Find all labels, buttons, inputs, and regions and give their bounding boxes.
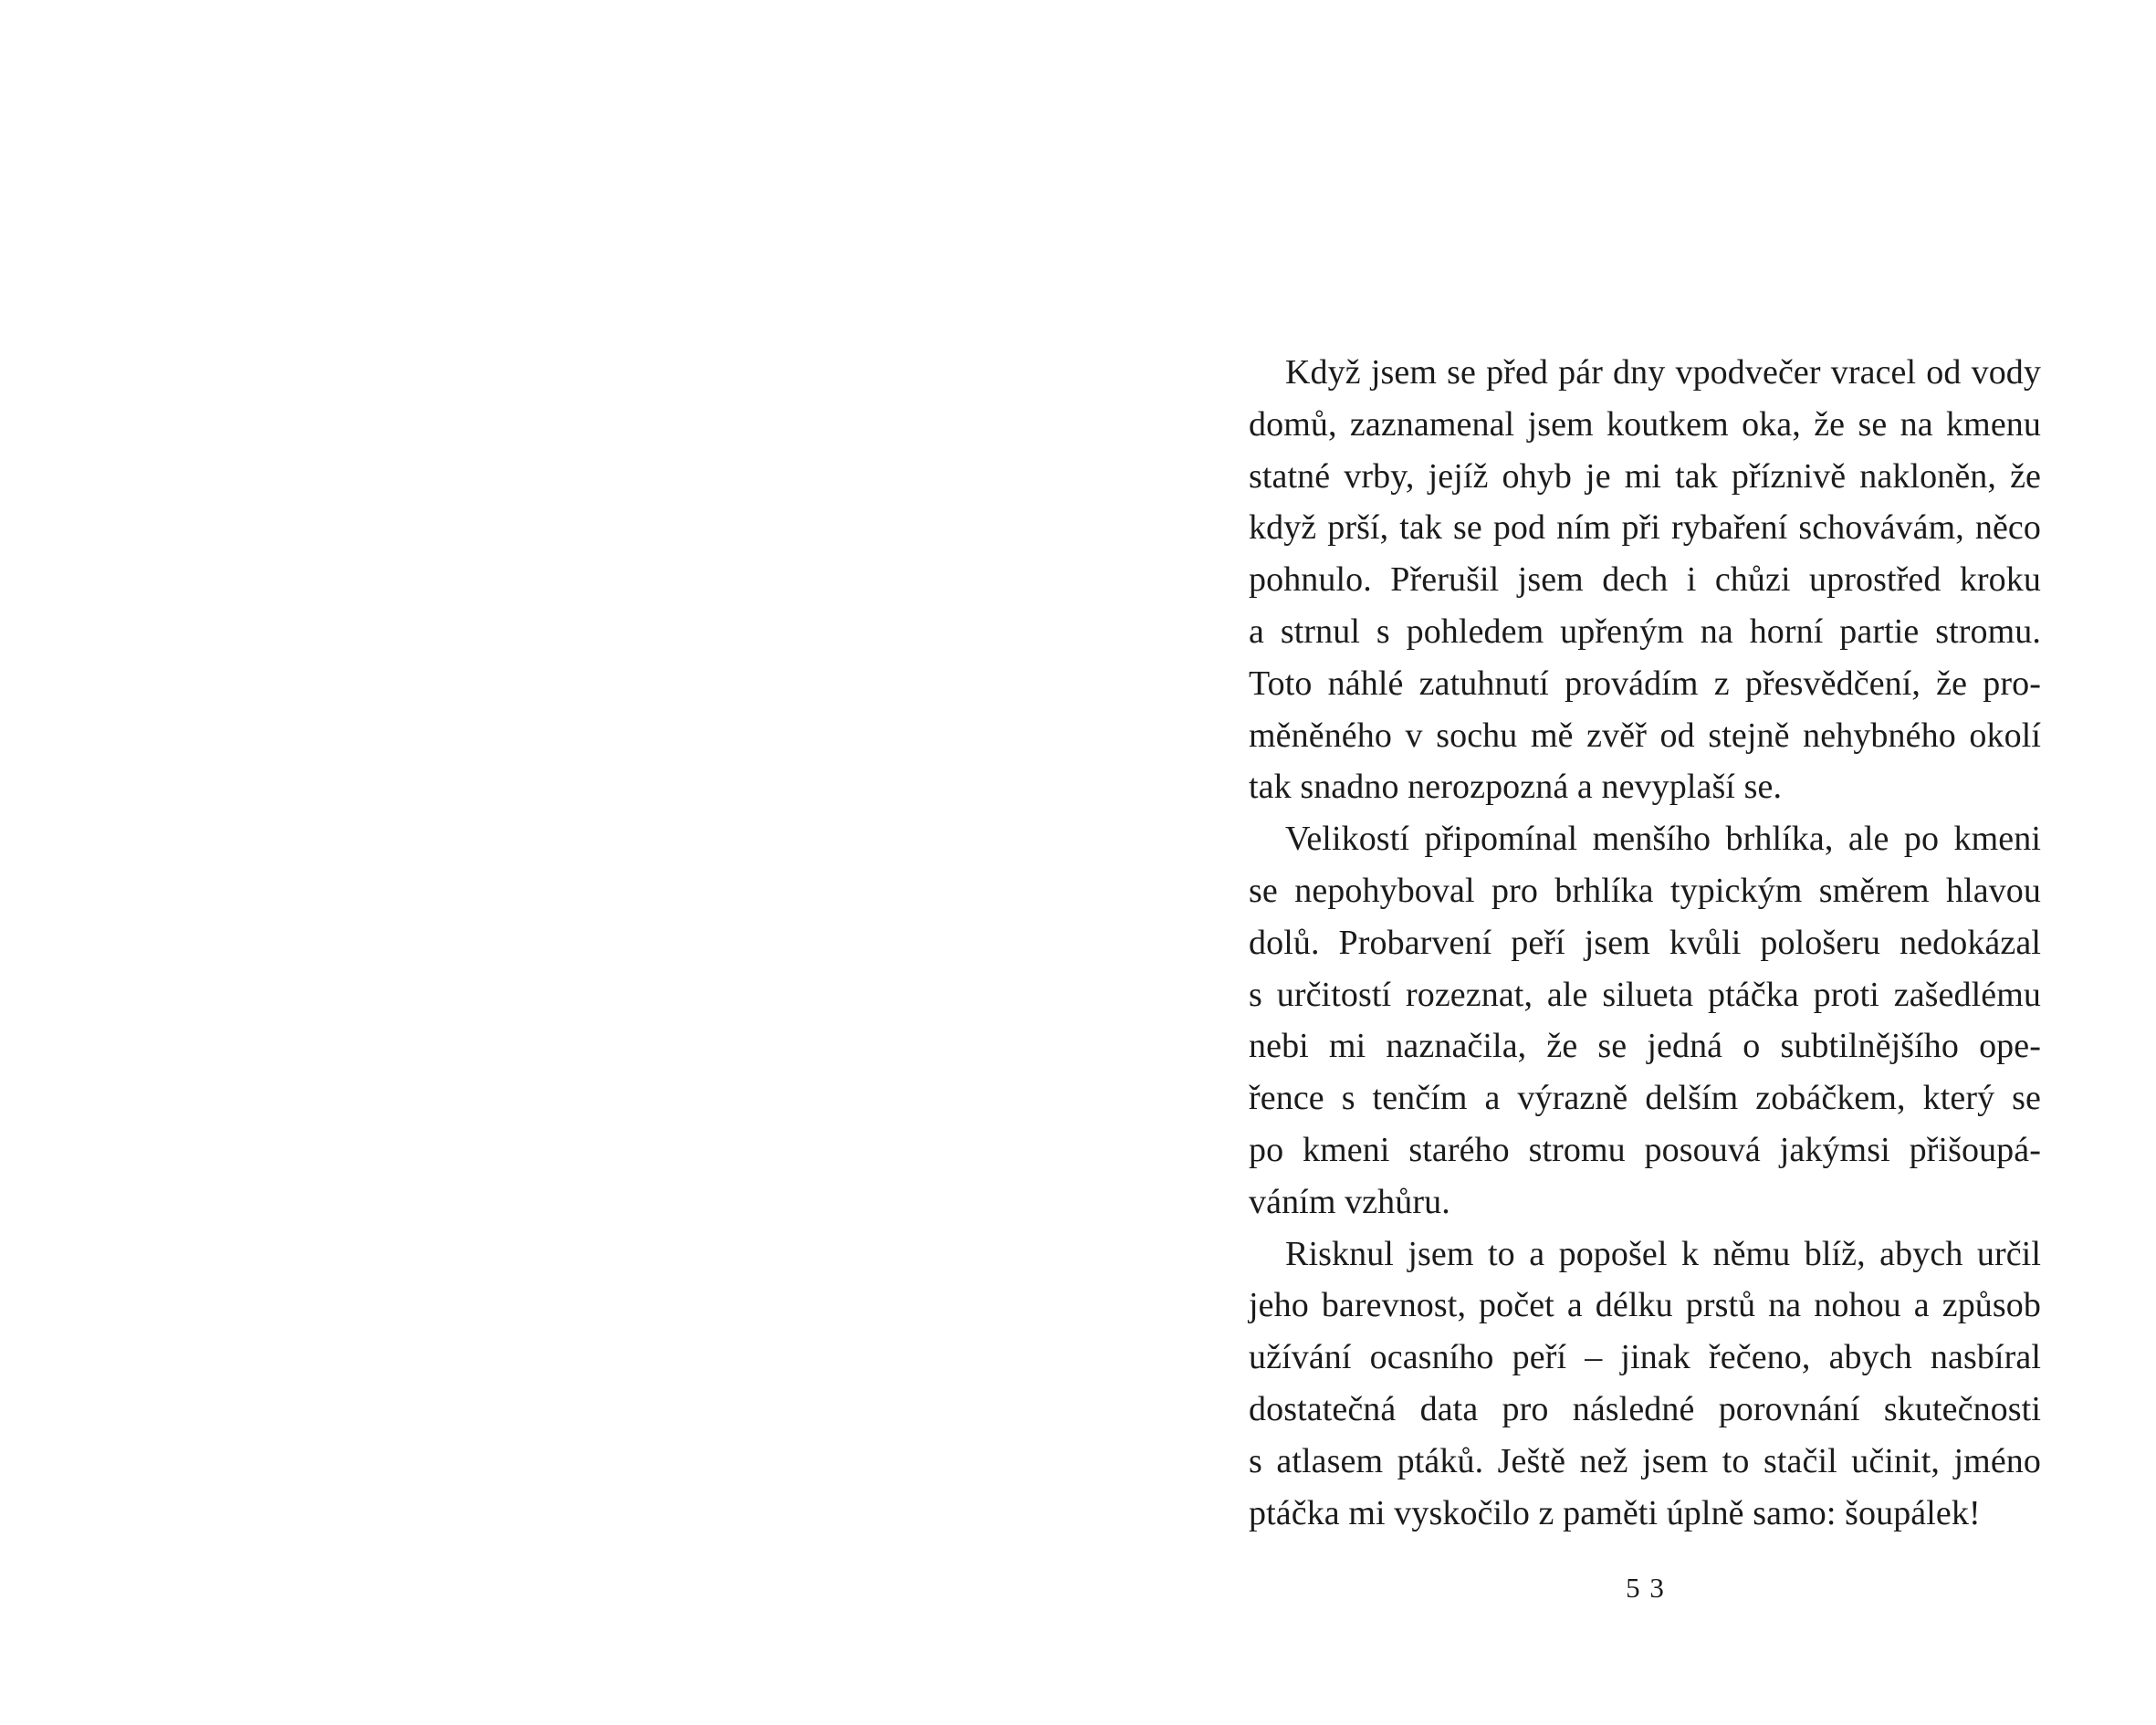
text-line: dostatečná data pro následné porovnání skutečnosti [1249,1389,2041,1428]
text-line: a strnul s pohledem upřeným na horní partie stromu. [1249,612,2041,651]
text-line: váním vzhůru. [1249,1182,1450,1221]
text-line: s určitostí rozeznat, ale silueta ptáčka proti zašedlému [1249,975,2041,1014]
text-line: Risknul jsem to a popošel k němu blíž, abych určil [1285,1234,2041,1273]
text-line: dolů. Probarvení peří jsem kvůli pološeru nedokázal [1249,923,2041,962]
page-number: 53 [1626,1572,1674,1604]
text-line: řence s tenčím a výrazně delším zobáčkem, který se [1249,1079,2041,1118]
text-line: když prší, tak se pod ním při rybaření schovávám, něco [1249,508,2041,548]
text-line: tak snadno nerozpozná a nevyplaší se. [1249,768,1783,807]
text-line: nebi mi naznačila, že se jedná o subtilnějšího ope- [1249,1027,2041,1066]
text-line: jeho barevnost, počet a délku prstů na nohou a způsob [1249,1286,2041,1325]
text-line: se nepohyboval pro brhlíka typickým směrem hlavou [1249,871,2041,910]
paragraph [1249,347,2041,813]
text-line: domů, zaznamenal jsem koutkem oka, že se na kmenu [1249,404,2041,444]
text-line: pohnulo. Přerušil jsem dech i chůzi uprostřed kroku [1249,560,2041,600]
text-line: ptáčka mi vyskočilo z paměti úplně samo: šoupálek! [1249,1493,1981,1532]
text-line: statné vrby, jejíž ohyb je mi tak příznivě nakloněn, že [1249,456,2041,496]
text-line: užívání ocasního peří – jinak řečeno, abych nasbíral [1249,1338,2041,1377]
text-line: Velikostí připomínal menšího brhlíka, ale po kmeni [1285,820,2041,859]
text-line: Toto náhlé zatuhnutí provádím z přesvědčení, že pro- [1249,664,2041,703]
text-line: po kmeni starého stromu posouvá jakýmsi přišoupá- [1249,1130,2041,1169]
text-line: s atlasem ptáků. Ještě než jsem to stačil učinit, jméno [1249,1441,2041,1480]
paragraph [1249,813,2041,1228]
text-line: Když jsem se před pár dny vpodvečer vracel od vody [1285,353,2041,392]
text-block [1249,347,2041,1539]
paragraph [1249,1228,2041,1540]
text-line: měněného v sochu mě zvěř od stejně nehybného okolí [1249,716,2041,755]
